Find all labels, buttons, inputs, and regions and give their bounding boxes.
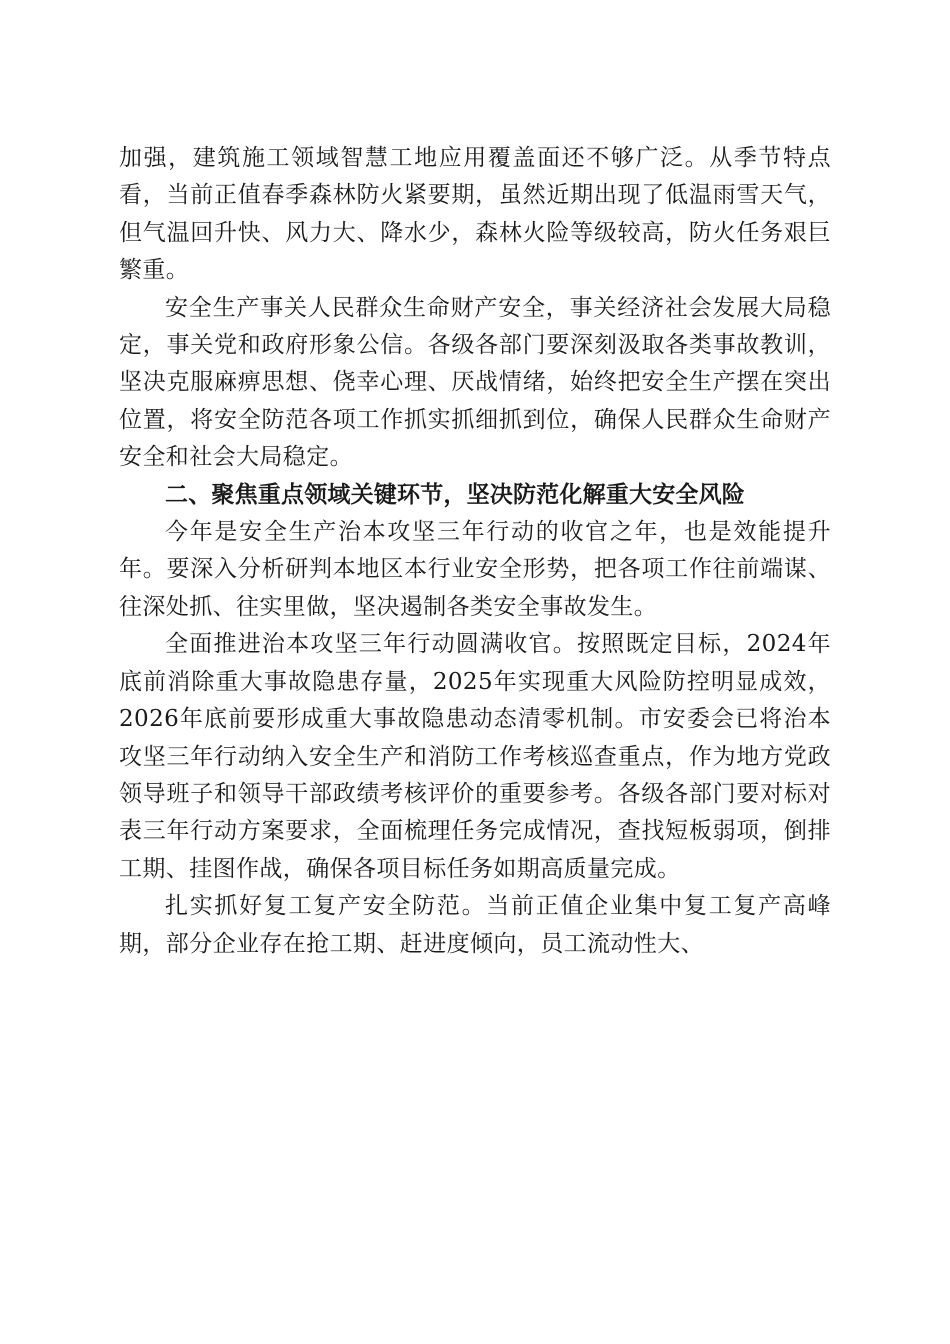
paragraph-continued: 加强，建筑施工领域智慧工地应用覆盖面还不够广泛。从季节特点看，当前正值春季森林防火紧要期，虽然近期出现了低温雨雪天气，但气温回升快、风力大、降水少，森林火险等级较高，防火任务艰巨繁重。 xyxy=(119,145,831,284)
paragraph-resumption-safety: 扎实抓好复工复产安全防范。当前正值企业集中复工复产高峰期，部分企业存在抢工期、赶进度倾向，员工流动性大、 xyxy=(119,893,831,957)
document-page xyxy=(119,140,831,963)
section-heading-2: 二、聚焦重点领域关键环节，坚决防范化解重大安全风险 xyxy=(165,481,745,508)
paragraph-year-overview: 今年是安全生产治本攻坚三年行动的收官之年，也是效能提升年。要深入分析研判本地区本行业安全形势，把各项工作往前端谋、往深处抓、往实里做，坚决遏制各类安全事故发生。 xyxy=(119,519,831,620)
paragraph-three-year-action: 全面推进治本攻坚三年行动圆满收官。按照既定目标，2024年底前消除重大事故隐患存量，2025年实现重大风险防控明显成效，2026年底前要形成重大事故隐患动态清零机制。市安委会已将治本攻坚三年行动纳入安全生产和消防工作考核巡查重点，作为地方党政领导班子和领导干部政绩考核评价的重要参考。各级各部门要对标对表三年行动方案要求，全面梳理任务完成情况，查找短板弱项，倒排工期、挂图作战，确保各项目标任务如期高质量完成。 xyxy=(119,631,831,882)
paragraph-safety-importance: 安全生产事关人民群众生命财产安全，事关经济社会发展大局稳定，事关党和政府形象公信。各级各部门要深刻汲取各类事故教训，坚决克服麻痹思想、侥幸心理、厌战情绪，始终把安全生产摆在突出位置，将安全防范各项工作抓实抓细抓到位，确保人民群众生命财产安全和社会大局稳定。 xyxy=(119,294,831,471)
